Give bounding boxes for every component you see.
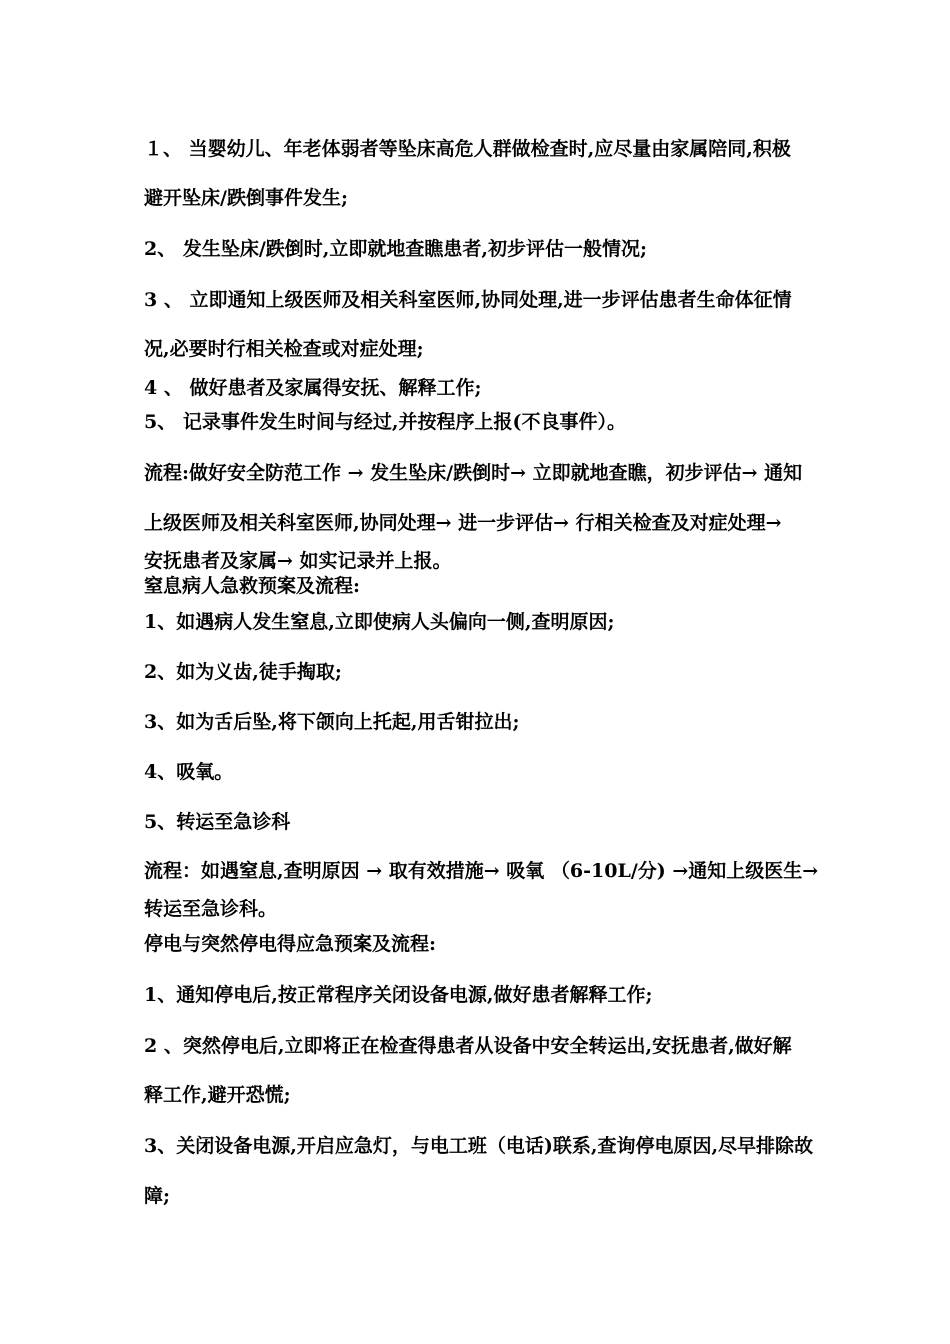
text-line: 障; bbox=[144, 1185, 171, 1207]
text-line: 2 、突然停电后,立即将正在检查得患者从设备中安全转运出,安抚患者,做好解 bbox=[144, 1035, 792, 1057]
text-line: 释工作,避开恐慌; bbox=[144, 1084, 291, 1106]
text-line: 4 、 做好患者及家属得安抚、解释工作; bbox=[144, 377, 482, 399]
text-line: 2、如为义齿,徒手掏取; bbox=[144, 661, 342, 683]
section-heading: 窒息病人急救预案及流程: bbox=[144, 575, 361, 597]
text-line: 5、转运至急诊科 bbox=[144, 811, 291, 833]
text-line: 上级医师及相关科室医师,协同处理→ 进一步评估→ 行相关检查及对症处理→ bbox=[144, 512, 782, 534]
text-line: 5、 记录事件发生时间与经过,并按程序上报(不良事件）。 bbox=[144, 411, 626, 433]
text-line: 3 、 立即通知上级医师及相关科室医师,协同处理,进一步评估患者生命体征情 bbox=[144, 289, 792, 311]
text-line: 转运至急诊科。 bbox=[144, 898, 278, 920]
text-line: 2、 发生坠床/跌倒时,立即就地查瞧患者,初步评估一般情况; bbox=[144, 238, 648, 260]
text-line: 安抚患者及家属→ 如实记录并上报。 bbox=[144, 550, 452, 572]
text-line: 1、如遇病人发生窒息,立即使病人头偏向一侧,查明原因; bbox=[144, 611, 615, 633]
text-line: 1、通知停电后,按正常程序关闭设备电源,做好患者解释工作; bbox=[144, 984, 653, 1006]
text-line: 况,必要时行相关检查或对症处理; bbox=[144, 338, 424, 360]
text-line: 3、关闭设备电源,开启应急灯，与电工班（电话)联系,查询停电原因,尽早排除故 bbox=[144, 1135, 814, 1157]
section-heading: 停电与突然停电得应急预案及流程: bbox=[144, 933, 437, 955]
text-line: 3、如为舌后坠,将下颌向上托起,用舌钳拉出; bbox=[144, 711, 520, 733]
text-line: 4、吸氧。 bbox=[144, 761, 234, 783]
text-line: 避开坠床/跌倒事件发生; bbox=[144, 187, 348, 209]
text-line: 流程:做好安全防范工作 → 发生坠床/跌倒时→ 立即就地查瞧，初步评估→ 通知 bbox=[144, 462, 803, 484]
text-line: １、 当婴幼儿、年老体弱者等坠床高危人群做检查时,应尽量由家属陪同,积极 bbox=[144, 138, 791, 160]
text-line: 流程：如遇窒息,查明原因 → 取有效措施→ 吸氧 （6-10L/分) →通知上级医生→ bbox=[144, 860, 819, 882]
